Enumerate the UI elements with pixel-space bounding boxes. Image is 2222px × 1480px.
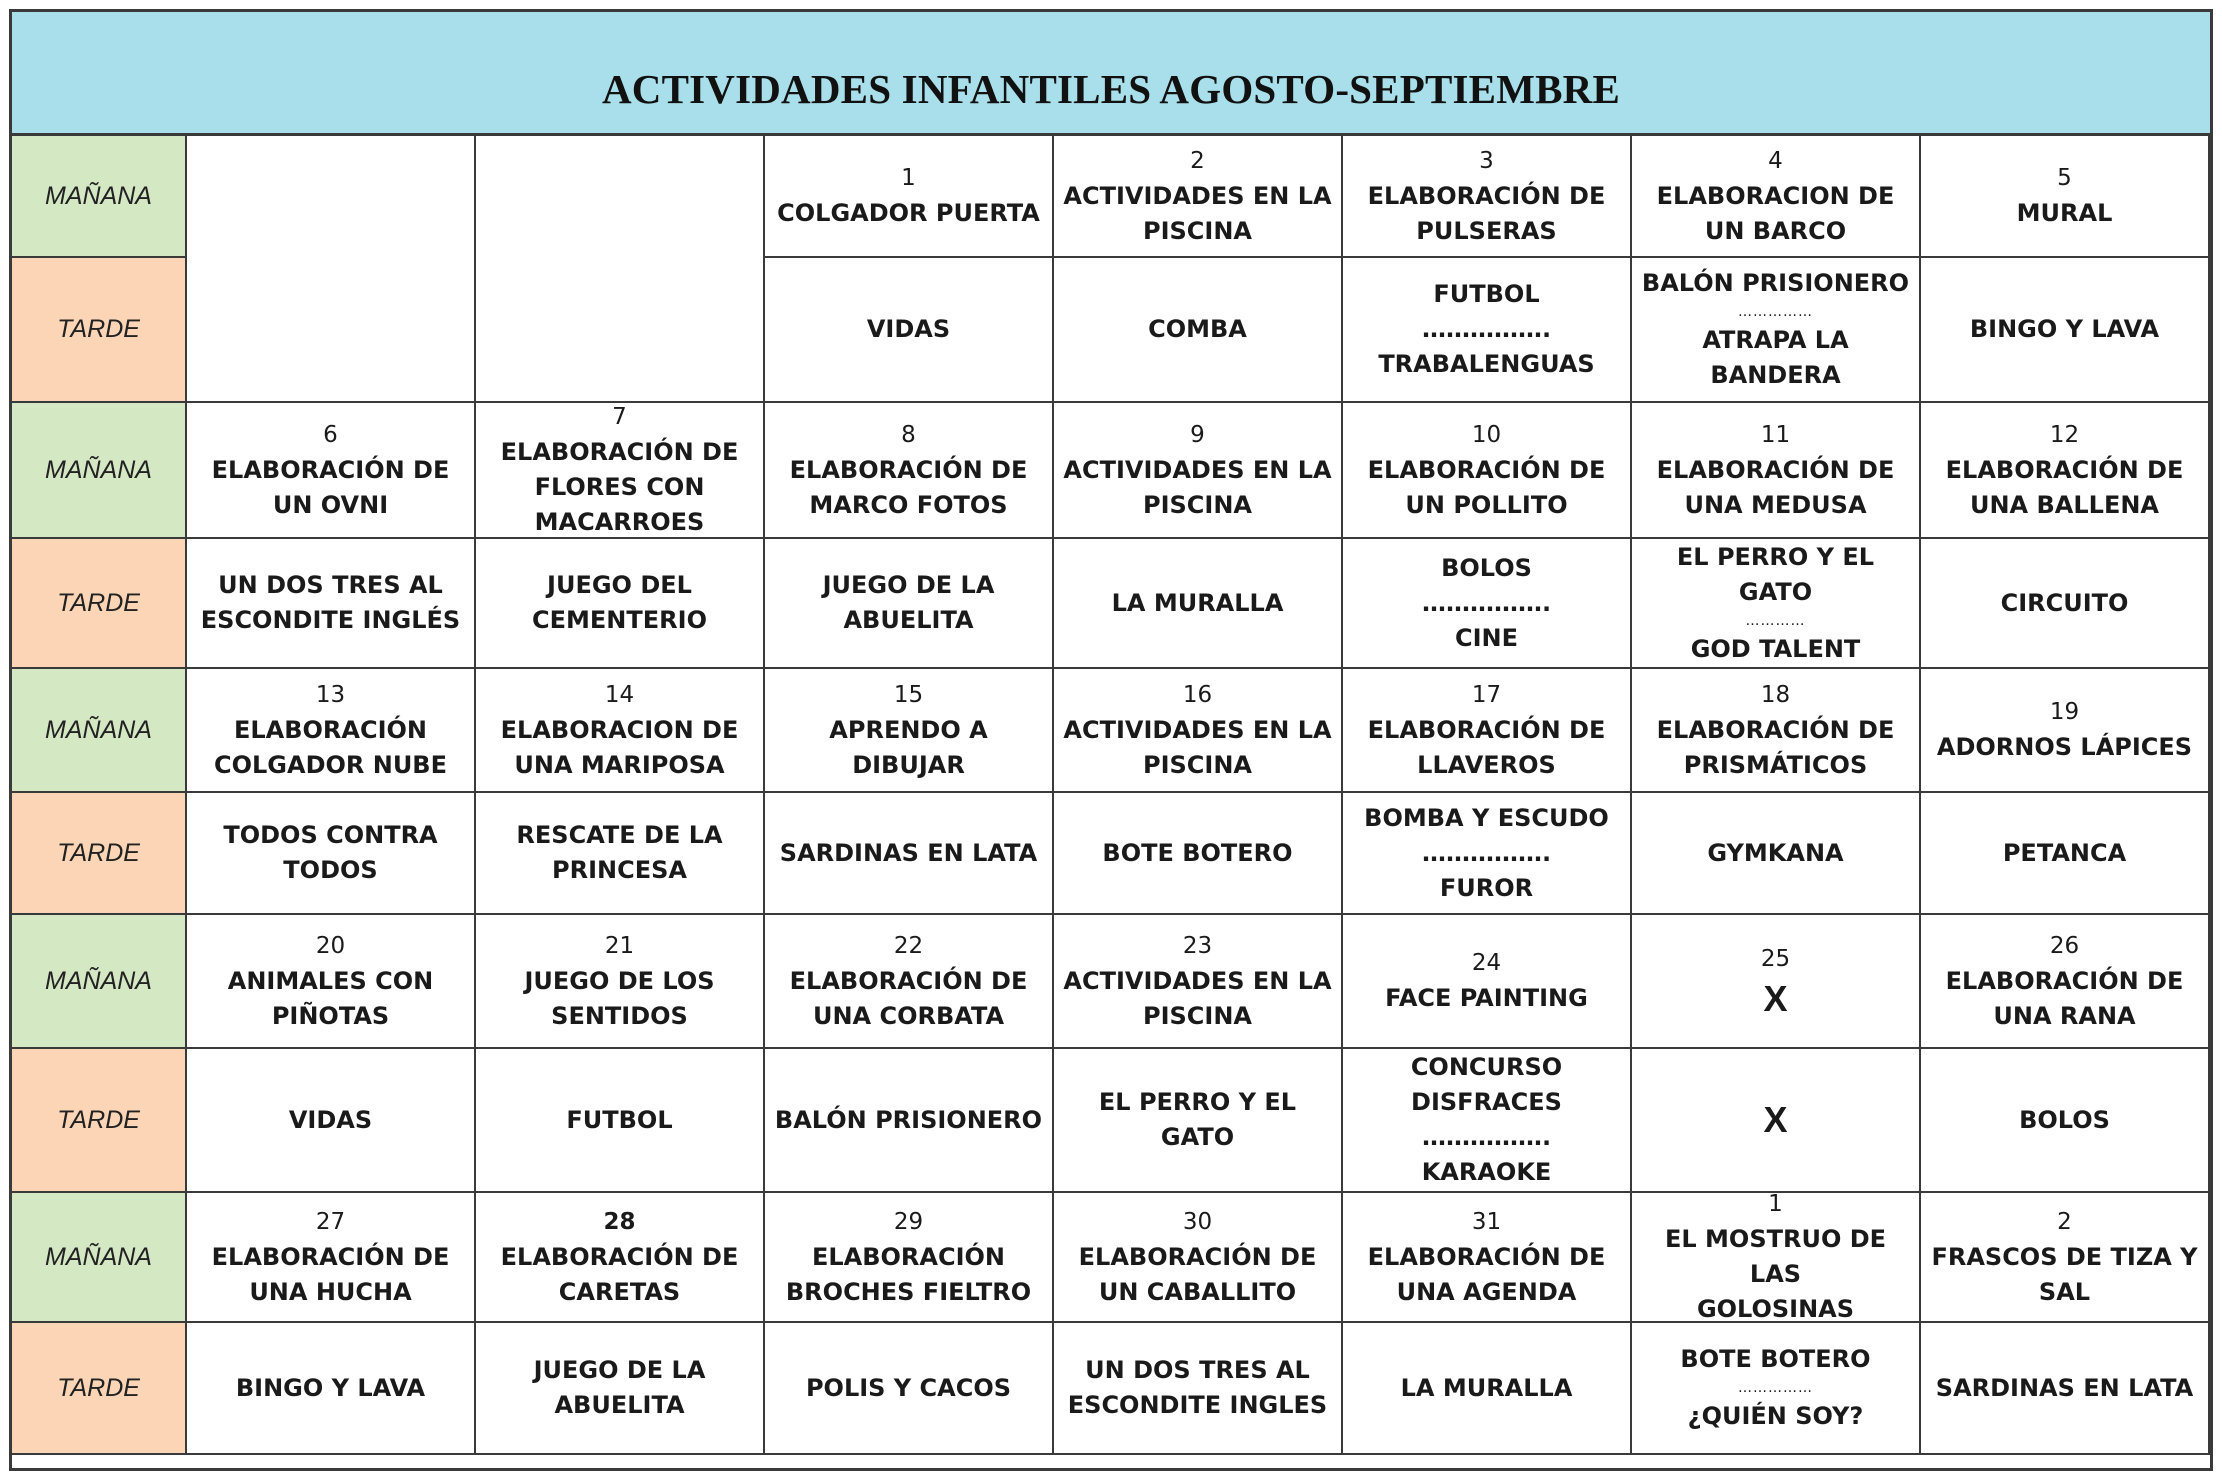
day-number: 16	[1182, 681, 1213, 708]
activity-text: ¿QUIÉN SOY?	[1687, 1402, 1864, 1430]
activity-text: LLAVEROS	[1417, 750, 1556, 779]
day-number: 5	[2057, 165, 2072, 191]
morning-activity-cell	[1921, 669, 2210, 793]
empty-day-cell	[476, 136, 765, 403]
day-number: 15	[893, 681, 924, 708]
activity-text: COMBA	[1148, 315, 1247, 343]
activity-text: DISFRACES	[1411, 1088, 1562, 1116]
activity-text: APRENDO A	[829, 715, 988, 744]
activity-text: …………….	[1421, 1123, 1552, 1151]
morning-activity-cell	[1921, 1193, 2210, 1323]
activity-text: …………….	[1421, 588, 1552, 617]
row-label-tarde: TARDE	[12, 1323, 187, 1455]
morning-activity-cell	[476, 669, 765, 793]
activity-text: PISCINA	[1142, 1001, 1252, 1030]
activity-text: FUTBOL	[566, 1105, 673, 1134]
activity-text: BOMBA Y ESCUDO	[1364, 803, 1609, 832]
activity-text: ATRAPA LA	[1702, 326, 1849, 354]
day-number: 2	[2057, 1208, 2072, 1235]
activity-text: ELABORACIÓN DE	[789, 966, 1028, 995]
morning-activity-cell	[1054, 915, 1343, 1049]
separator-dots: ……………	[1738, 1380, 1813, 1396]
activity-text: PULSERAS	[1416, 216, 1557, 245]
morning-activity-cell	[765, 915, 1054, 1049]
row-label-manana: MAÑANA	[12, 136, 187, 258]
activity-text: ABUELITA	[843, 606, 974, 634]
morning-activity-cell	[187, 1193, 476, 1323]
activity-text: ELABORACIÓN DE	[789, 455, 1028, 484]
day-number: 14	[604, 681, 635, 708]
activity-text: MACARROES	[534, 508, 705, 536]
row-label-manana: MAÑANA	[12, 1193, 187, 1323]
row-label-tarde: TARDE	[12, 1049, 187, 1193]
activity-text: UNA AGENDA	[1396, 1277, 1577, 1306]
afternoon-activity-cell	[1054, 258, 1343, 403]
activity-text: BOTE BOTERO	[1102, 838, 1293, 867]
activity-text: UNA MEDUSA	[1684, 490, 1867, 519]
morning-activity-cell	[1343, 403, 1632, 539]
separator-dots: ……………	[1738, 304, 1813, 320]
afternoon-activity-cell	[765, 793, 1054, 915]
activity-text: ANIMALES CON	[227, 966, 434, 995]
afternoon-activity-cell	[187, 1323, 476, 1455]
afternoon-activity-cell	[1343, 258, 1632, 403]
activity-text: BOTE BOTERO	[1680, 1345, 1871, 1373]
afternoon-activity-cell	[765, 1323, 1054, 1455]
day-number: 25	[1760, 945, 1791, 972]
activity-text: SARDINAS EN LATA	[1935, 1373, 2194, 1402]
activity-text: CARETAS	[558, 1277, 681, 1306]
afternoon-activity-cell	[1632, 1323, 1921, 1455]
day-number: 8	[901, 421, 916, 448]
day-number: 27	[315, 1208, 346, 1235]
activity-text: BOLOS	[2019, 1105, 2110, 1134]
afternoon-activity-cell	[187, 793, 476, 915]
activity-text: SAL	[2038, 1277, 2091, 1306]
activity-text: CONCURSO	[1410, 1053, 1563, 1081]
activity-text: PIÑOTAS	[271, 1001, 390, 1030]
activity-text: CIRCUITO	[2000, 588, 2129, 617]
afternoon-activity-cell	[187, 1049, 476, 1193]
activity-text: …………….	[1421, 838, 1552, 867]
day-number: 3	[1479, 147, 1494, 174]
closed-mark: X	[1763, 1099, 1788, 1140]
activity-text: ELABORACIÓN DE	[211, 455, 450, 484]
morning-activity-cell	[1921, 915, 2210, 1049]
morning-activity-cell	[476, 403, 765, 539]
activity-text: PRINCESA	[552, 856, 687, 884]
activity-text: ESCONDITE INGLES	[1067, 1391, 1328, 1419]
morning-activity-cell	[1343, 1193, 1632, 1323]
morning-activity-cell	[1921, 403, 2210, 539]
activity-text: UN POLLITO	[1405, 490, 1568, 519]
day-number: 10	[1471, 421, 1502, 448]
day-number: 21	[604, 932, 635, 959]
day-number: 28	[603, 1208, 636, 1235]
row-label-tarde: TARDE	[12, 258, 187, 403]
afternoon-activity-cell	[1632, 258, 1921, 403]
afternoon-activity-cell	[1632, 539, 1921, 669]
activity-text: TODOS	[283, 856, 378, 884]
afternoon-activity-cell	[1921, 539, 2210, 669]
activity-text: LA MURALLA	[1111, 588, 1284, 617]
day-number: 19	[2049, 699, 2080, 725]
morning-activity-cell	[1054, 669, 1343, 793]
activity-text: JUEGO DE LA	[533, 1356, 706, 1384]
activity-text: ELABORACIÓN	[233, 715, 428, 744]
afternoon-activity-cell	[1632, 1049, 1921, 1193]
activity-text: LA MURALLA	[1400, 1373, 1573, 1402]
activity-text: UN BARCO	[1704, 216, 1847, 245]
page-title: ACTIVIDADES INFANTILES AGOSTO-SEPTIEMBRE	[12, 12, 2210, 136]
calendar-grid	[12, 136, 2210, 1468]
activity-text: ELABORACIÓN DE	[1367, 1242, 1606, 1271]
afternoon-activity-cell	[476, 793, 765, 915]
row-label-tarde: TARDE	[12, 539, 187, 669]
morning-activity-cell	[1343, 915, 1632, 1049]
afternoon-activity-cell	[476, 1049, 765, 1193]
afternoon-activity-cell	[476, 539, 765, 669]
activity-text: ELABORACIÓN	[811, 1242, 1006, 1271]
day-number: 26	[2049, 932, 2080, 959]
morning-activity-cell	[1054, 1193, 1343, 1323]
activity-text: BALÓN PRISIONERO	[774, 1105, 1043, 1134]
day-number: 1	[1768, 1193, 1783, 1217]
afternoon-activity-cell	[187, 539, 476, 669]
activity-text: EL PERRO Y EL GATO	[1098, 1088, 1297, 1151]
afternoon-activity-cell	[1054, 1323, 1343, 1455]
afternoon-activity-cell	[1921, 258, 2210, 403]
day-number: 12	[2049, 421, 2080, 448]
activity-text: FUTBOL	[1433, 280, 1540, 308]
morning-activity-cell	[1632, 669, 1921, 793]
activity-text: ESCONDITE INGLÉS	[200, 606, 461, 634]
activity-text: FLORES CON	[534, 473, 705, 501]
activity-text: POLIS Y CACOS	[805, 1373, 1012, 1402]
afternoon-activity-cell	[1343, 1049, 1632, 1193]
activity-text: …………….	[1421, 315, 1552, 343]
morning-activity-cell	[765, 136, 1054, 258]
activity-text: ELABORACION DE	[1656, 181, 1895, 210]
activity-text: ACTIVIDADES EN LA	[1063, 966, 1332, 995]
morning-activity-cell	[765, 669, 1054, 793]
activity-text: BOLOS	[1441, 553, 1532, 582]
afternoon-activity-cell	[1343, 793, 1632, 915]
afternoon-activity-cell	[1921, 1323, 2210, 1455]
activity-text: UN CABALLITO	[1098, 1277, 1297, 1306]
morning-activity-cell	[765, 403, 1054, 539]
afternoon-activity-cell	[765, 258, 1054, 403]
activity-text: UNA BALLENA	[1969, 490, 2159, 519]
activity-text: BINGO Y LAVA	[1969, 315, 2160, 343]
activity-text: SARDINAS EN LATA	[779, 838, 1038, 867]
activity-text: UNA CORBATA	[812, 1001, 1005, 1030]
activity-text: PISCINA	[1142, 216, 1252, 245]
day-number: 9	[1190, 421, 1205, 448]
activity-text: TRABALENGUAS	[1378, 350, 1595, 378]
activity-text: ACTIVIDADES EN LA	[1063, 181, 1332, 210]
row-label-manana: MAÑANA	[12, 915, 187, 1049]
morning-activity-cell	[1054, 403, 1343, 539]
row-label-manana: MAÑANA	[12, 669, 187, 793]
activity-text: FRASCOS DE TIZA Y	[1931, 1242, 2198, 1271]
day-number: 2	[1190, 147, 1205, 174]
activity-text: CEMENTERIO	[532, 606, 707, 634]
day-number: 29	[893, 1208, 924, 1235]
afternoon-activity-cell	[1054, 793, 1343, 915]
activity-text: BINGO Y LAVA	[235, 1373, 426, 1402]
morning-activity-cell	[476, 1193, 765, 1323]
morning-activity-cell	[765, 1193, 1054, 1323]
activity-text: FACE PAINTING	[1385, 984, 1588, 1012]
activity-text: ELABORACIÓN DE	[500, 438, 739, 466]
activity-text: KARAOKE	[1421, 1158, 1552, 1186]
activity-text: UN DOS TRES AL	[218, 571, 443, 599]
day-number: 31	[1471, 1208, 1502, 1235]
activity-text: EL MOSTRUO DE LAS	[1664, 1225, 1887, 1288]
afternoon-activity-cell	[1054, 1049, 1343, 1193]
day-number: 24	[1471, 950, 1502, 976]
morning-activity-cell	[1632, 1193, 1921, 1323]
activity-text: UNA RANA	[1993, 1001, 2136, 1030]
activity-text: SENTIDOS	[551, 1001, 688, 1030]
activity-text: VIDAS	[866, 315, 951, 343]
activity-text: MARCO FOTOS	[809, 490, 1008, 519]
activity-text: COLGADOR NUBE	[213, 750, 447, 779]
activity-text: ELABORACIÓN DE	[1367, 455, 1606, 484]
activity-text: BANDERA	[1710, 361, 1841, 389]
empty-day-cell	[187, 136, 476, 403]
activity-text: JUEGO DE LA	[822, 571, 995, 599]
activity-text: ELABORACIÓN DE	[1367, 181, 1606, 210]
activity-text: COLGADOR PUERTA	[777, 199, 1040, 227]
separator-dots: …………	[1745, 612, 1806, 629]
day-number: 13	[315, 681, 346, 708]
activity-text: ELABORACIÓN DE	[1945, 966, 2184, 995]
morning-activity-cell	[1343, 669, 1632, 793]
activity-text: VIDAS	[288, 1105, 373, 1134]
activity-text: JUEGO DEL	[547, 571, 692, 599]
activity-calendar	[9, 9, 2213, 1471]
afternoon-activity-cell	[1054, 539, 1343, 669]
activity-text: UN OVNI	[272, 490, 389, 519]
activity-text: UN DOS TRES AL	[1085, 1356, 1310, 1384]
day-number: 18	[1760, 681, 1791, 708]
activity-text: ACTIVIDADES EN LA	[1063, 455, 1332, 484]
day-number: 6	[323, 421, 338, 448]
closed-mark: X	[1763, 977, 1788, 1019]
activity-text: ELABORACIÓN DE	[1656, 455, 1895, 484]
afternoon-activity-cell	[476, 1323, 765, 1455]
activity-text: DIBUJAR	[852, 750, 965, 779]
activity-text: RESCATE DE LA	[516, 821, 723, 849]
activity-text: ELABORACIÓN DE	[1656, 715, 1895, 744]
activity-text: GOLOSINAS	[1696, 1295, 1855, 1323]
morning-activity-cell	[1632, 915, 1921, 1049]
activity-text: EL PERRO Y EL GATO	[1676, 542, 1875, 606]
day-number: 30	[1182, 1208, 1213, 1235]
activity-text: JUEGO DE LOS	[524, 966, 715, 995]
day-number: 7	[612, 404, 627, 430]
activity-text: ELABORACIÓN DE	[1945, 455, 2184, 484]
activity-text: GOD TALENT	[1690, 634, 1861, 663]
activity-text: GYMKANA	[1707, 838, 1844, 867]
afternoon-activity-cell	[1343, 1323, 1632, 1455]
afternoon-activity-cell	[765, 539, 1054, 669]
afternoon-activity-cell	[1921, 793, 2210, 915]
activity-text: FUROR	[1439, 873, 1534, 902]
activity-text: ELABORACIÓN DE	[1078, 1242, 1317, 1271]
activity-text: BALÓN PRISIONERO	[1641, 269, 1910, 297]
morning-activity-cell	[1921, 136, 2210, 258]
activity-text: ELABORACIÓN DE	[1367, 715, 1606, 744]
activity-text: PETANCA	[2002, 838, 2127, 867]
morning-activity-cell	[1054, 136, 1343, 258]
activity-text: ACTIVIDADES EN LA	[1063, 715, 1332, 744]
activity-text: CINE	[1454, 623, 1519, 652]
activity-text: MURAL	[2016, 199, 2113, 227]
activity-text: ELABORACIÓN DE	[211, 1242, 450, 1271]
day-number: 20	[315, 932, 346, 959]
day-number: 4	[1768, 147, 1783, 174]
afternoon-activity-cell	[1921, 1049, 2210, 1193]
morning-activity-cell	[1632, 136, 1921, 258]
morning-activity-cell	[187, 403, 476, 539]
afternoon-activity-cell	[765, 1049, 1054, 1193]
day-number: 11	[1760, 421, 1791, 448]
activity-text: BROCHES FIELTRO	[785, 1277, 1032, 1306]
activity-text: UNA MARIPOSA	[514, 750, 725, 779]
activity-text: UNA HUCHA	[249, 1277, 412, 1306]
day-number: 22	[893, 932, 924, 959]
activity-text: ELABORACION DE	[500, 715, 739, 744]
activity-text: TODOS CONTRA	[223, 821, 438, 849]
activity-text: ELABORACIÓN DE	[500, 1242, 739, 1271]
day-number: 23	[1182, 932, 1213, 959]
morning-activity-cell	[187, 915, 476, 1049]
morning-activity-cell	[1632, 403, 1921, 539]
row-label-manana: MAÑANA	[12, 403, 187, 539]
row-label-tarde: TARDE	[12, 793, 187, 915]
activity-text: ADORNOS LÁPICES	[1936, 733, 2193, 761]
morning-activity-cell	[1343, 136, 1632, 258]
afternoon-activity-cell	[1343, 539, 1632, 669]
day-number: 17	[1471, 681, 1502, 708]
morning-activity-cell	[187, 669, 476, 793]
afternoon-activity-cell	[1632, 793, 1921, 915]
activity-text: PISCINA	[1142, 490, 1252, 519]
activity-text: PRISMÁTICOS	[1683, 750, 1868, 779]
morning-activity-cell	[476, 915, 765, 1049]
day-number: 1	[901, 165, 916, 191]
activity-text: PISCINA	[1142, 750, 1252, 779]
activity-text: ABUELITA	[554, 1391, 685, 1419]
